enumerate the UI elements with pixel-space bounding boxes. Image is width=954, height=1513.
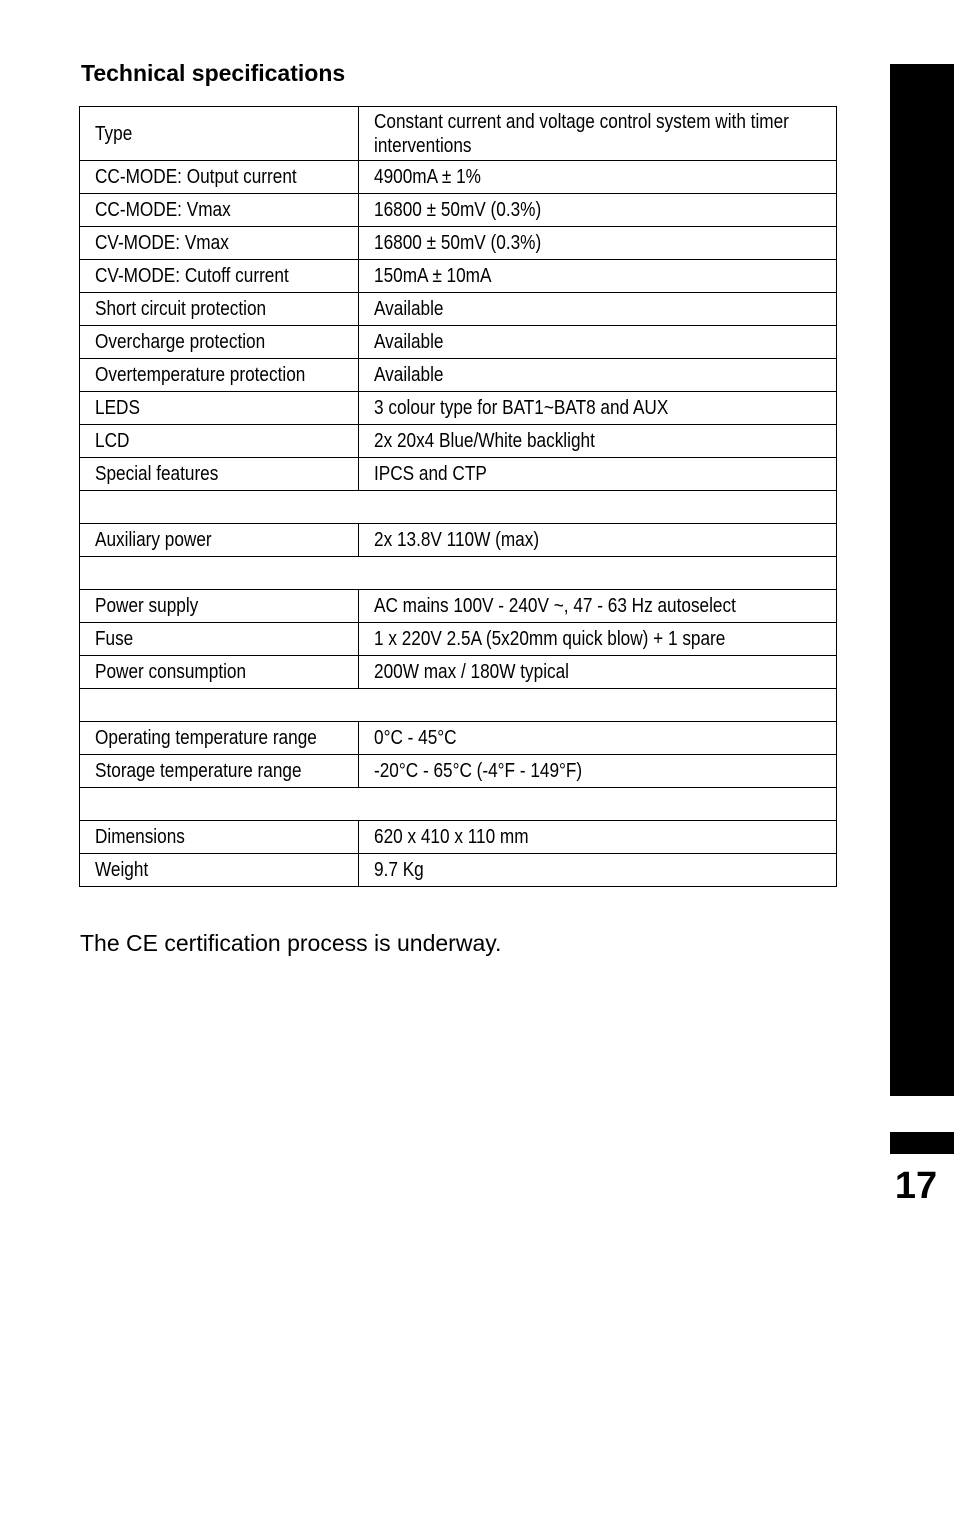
table-row (80, 821, 837, 854)
table-row (80, 194, 837, 227)
spec-value-auxiliary-power: 2x 13.8V 110W (max) (359, 524, 837, 557)
table-row (80, 458, 837, 491)
spec-label-leds: LEDS (80, 392, 359, 425)
specifications-table (79, 106, 837, 887)
spec-value-overtemperature: Available (359, 359, 837, 392)
spec-label-auxiliary-power: Auxiliary power (80, 524, 359, 557)
table-row (80, 656, 837, 689)
table-spacer-cell (80, 689, 837, 722)
table-spacer-row (80, 689, 837, 722)
table-row (80, 722, 837, 755)
table-row (80, 425, 837, 458)
spec-label-power-supply: Power supply (80, 590, 359, 623)
table-spacer-cell (80, 788, 837, 821)
spec-value-cc-vmax: 16800 ± 50mV (0.3%) (359, 194, 837, 227)
table-spacer-cell (80, 491, 837, 524)
table-spacer-row (80, 557, 837, 590)
spec-value-fuse: 1 x 220V 2.5A (5x20mm quick blow) + 1 spare (359, 623, 837, 656)
table-row (80, 590, 837, 623)
spec-label-storage-temperature: Storage temperature range (80, 755, 359, 788)
table-spacer-cell (80, 557, 837, 590)
spec-label-short-circuit: Short circuit protection (80, 293, 359, 326)
spec-label-dimensions: Dimensions (80, 821, 359, 854)
table-row (80, 524, 837, 557)
spec-value-power-consumption: 200W max / 180W typical (359, 656, 837, 689)
spec-value-overcharge: Available (359, 326, 837, 359)
spec-label-operating-temperature: Operating temperature range (80, 722, 359, 755)
spec-label-special-features: Special features (80, 458, 359, 491)
spec-value-operating-temperature: 0°C - 45°C (359, 722, 837, 755)
spec-value-cv-vmax: 16800 ± 50mV (0.3%) (359, 227, 837, 260)
spec-value-leds: 3 colour type for BAT1~BAT8 and AUX (359, 392, 837, 425)
table-row (80, 854, 837, 887)
spec-value-storage-temperature: -20°C - 65°C (-4°F - 149°F) (359, 755, 837, 788)
certification-note: The CE certification process is underway. (80, 930, 502, 956)
spec-value-short-circuit: Available (359, 293, 837, 326)
chapter-side-bar (890, 64, 954, 1096)
spec-label-lcd: LCD (80, 425, 359, 458)
table-row (80, 107, 837, 161)
table-row (80, 293, 837, 326)
table-row (80, 359, 837, 392)
page-number-tab (890, 1132, 954, 1154)
spec-label-type: Type (80, 107, 359, 161)
spec-value-cc-output-current: 4900mA ± 1% (359, 161, 837, 194)
spec-label-weight: Weight (80, 854, 359, 887)
spec-label-fuse: Fuse (80, 623, 359, 656)
table-row (80, 161, 837, 194)
spec-label-cc-vmax: CC-MODE: Vmax (80, 194, 359, 227)
table-row (80, 623, 837, 656)
spec-label-overcharge: Overcharge protection (80, 326, 359, 359)
table-spacer-row (80, 491, 837, 524)
spec-value-lcd: 2x 20x4 Blue/White backlight (359, 425, 837, 458)
spec-value-weight: 9.7 Kg (359, 854, 837, 887)
spec-value-cv-cutoff-current: 150mA ± 10mA (359, 260, 837, 293)
table-row (80, 227, 837, 260)
table-row (80, 326, 837, 359)
table-row (80, 392, 837, 425)
spec-label-cc-output-current: CC-MODE: Output current (80, 161, 359, 194)
spec-label-overtemperature: Overtemperature protection (80, 359, 359, 392)
spec-label-cv-vmax: CV-MODE: Vmax (80, 227, 359, 260)
spec-label-cv-cutoff-current: CV-MODE: Cutoff current (80, 260, 359, 293)
table-row (80, 260, 837, 293)
table-spacer-row (80, 788, 837, 821)
table-row (80, 755, 837, 788)
spec-value-dimensions: 620 x 410 x 110 mm (359, 821, 837, 854)
spec-value-type: Constant current and voltage control system with timer interventions (359, 107, 837, 161)
page-number: 17 (894, 1165, 938, 1207)
spec-label-power-consumption: Power consumption (80, 656, 359, 689)
spec-value-special-features: IPCS and CTP (359, 458, 837, 491)
spec-value-power-supply: AC mains 100V - 240V ~, 47 - 63 Hz autoselect (359, 590, 837, 623)
page-heading: Technical specifications (81, 60, 346, 86)
